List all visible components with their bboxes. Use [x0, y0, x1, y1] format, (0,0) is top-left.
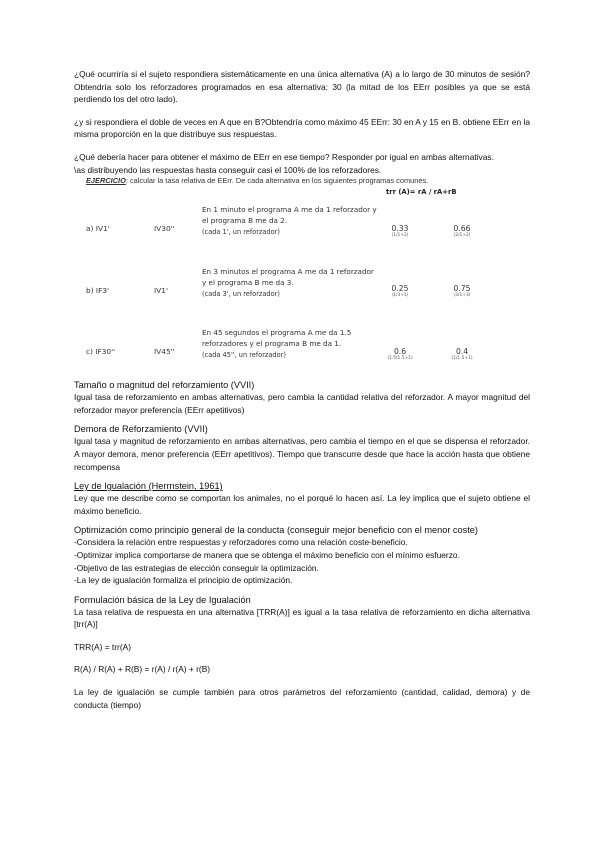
exercise-title [86, 176, 530, 186]
paragraph-single-alternative: ¿Qué ocurriría si el sujeto respondiera sistemáticamente en una única alternativa (A) a lo largo de 30 minutos de sesión? Obtendría solo los reforzadores programados en esa alternativa: 30 (la mitad de los EErr posibles ya que se está perdiendo los del otro lado). [74, 69, 530, 105]
list-item: -Considera la relación entre respuestas y reforzadores como una relación coste-beneficio. [74, 537, 408, 548]
trr-b-number: 0.66 [453, 224, 471, 234]
section-delay-title: Demora de Reforzamiento (VVII) [74, 424, 208, 435]
list-item: -Optimizar implica comportarse de manera que se obtenga el máximo beneficio con el mínimo esfuerzo. [74, 549, 460, 560]
trr-a-calculation: (1/3+1) [391, 293, 409, 299]
trr-a-number: 0.33 [391, 224, 409, 234]
section-formulation-title: Formulación básica de la Ley de Igualación [74, 594, 251, 605]
trr-b-value [444, 284, 480, 299]
trr-a-value [382, 284, 418, 299]
program-b: IV1' [154, 286, 168, 296]
trr-a-calculation: (1.5/1.5+1) [387, 356, 413, 362]
section-formulation-body: La tasa relativa de respuesta en una alternativa [TRR(A)] es igual a la tasa relativa de reforzamiento en dicha alternativa [trr(A)] [74, 606, 530, 630]
trr-a-value [382, 347, 418, 362]
trr-b-number: 0.75 [453, 284, 471, 294]
program-a: c) IF30'' [86, 347, 116, 357]
trr-a-value [382, 224, 418, 239]
trr-b-calculation: (1/1.5+1) [451, 356, 473, 362]
description-note: (cada 1', un reforzador) [202, 228, 280, 237]
exercise-instructions: : calcular la tasa relativa de EErr. De cada alternativa en los siguientes programas comunes. [125, 176, 429, 186]
description-text: En 1 minuto el programa A me da 1 reforzador y el programa B me da 2. [202, 205, 377, 226]
section-formulation-closing: La ley de igualación se cumple también para otros parámetros del reforzamiento (cantidad, calidad, demora) y de conducta (tiempo) [74, 687, 530, 710]
trr-a-calculation: (1/1+2) [391, 233, 409, 239]
formula-trr: TRR(A) = trr(A) [74, 641, 131, 652]
section-matching-law-title: Ley de Igualación (Herrnstein, 1961) [74, 481, 223, 492]
paragraph-double-responses: ¿y si respondiera el doble de veces en A que en B?Obtendría como máximo 45 EErr: 30 en A y 15 en B. obtiene EErr en la misma proporción en la que distribuye sus respuestas. [74, 116, 530, 140]
section-optimization-title: Optimización como principio general de la conducta (conseguir mejor beneficio con el menor coste) [74, 525, 478, 536]
table-row [74, 327, 530, 387]
program-a: a) IV1' [86, 224, 110, 234]
row-description [202, 266, 377, 300]
exercise-table [74, 186, 530, 379]
paragraph-maximum-answer: \as distribuyendo las respuestas hasta conseguir casi el 100% de los reforzadores. [74, 164, 382, 175]
section-delay-body: Igual tasa y magnitud de reforzamiento en ambas alternativas, pero cambia el tiempo en el que se dispensa el reforzador. A mayor demora, menor preferencia (EErr apetitivos). Tiempo que transcurre desde que hace la acción hasta que obtiene recompensa [74, 436, 530, 472]
section-matching-law-body: Ley que me describe como se comportan los animales, no el porqué lo hacen así. La ley implica que el sujeto obtiene el máximo beneficio. [74, 493, 530, 516]
program-a: b) IF3' [86, 286, 110, 296]
description-note: (cada 45'', un reforzador) [202, 351, 286, 360]
paragraph-maximum-question: ¿Qué debería hacer para obtener el máximo de EErr en ese tiempo? Responder por igual en ambas alternativas. [74, 151, 494, 162]
trr-a-number: 0.6 [393, 347, 407, 357]
table-header-formula: trr (A)= rA / rA+rB [386, 188, 457, 197]
formula-matching: R(A) / R(A) + R(B) = r(A) / r(A) + r(B) [74, 664, 211, 675]
section-magnitude-title: Tamaño o magnitud del reforzamiento (VVII) [74, 380, 255, 391]
exercise-label: EJERCICIO [86, 176, 126, 186]
document-page [74, 68, 530, 711]
table-row [74, 266, 530, 326]
description-text: En 3 minutos el programa A me da 1 reforzador y el programa B me da 3. [202, 267, 374, 288]
list-item: -Objetivo de las estrategias de elección conseguir la optimización. [74, 562, 319, 573]
trr-b-calculation: (3/1+3) [453, 293, 471, 299]
program-b: IV45'' [154, 347, 175, 357]
description-note: (cada 3', un reforzador) [202, 290, 280, 299]
row-description [202, 204, 377, 238]
trr-b-number: 0.4 [455, 347, 469, 357]
table-row [74, 204, 530, 264]
description-text: En 45 segundos el programa A me da 1.5 reforzadores y el programa B me da 1. [202, 328, 352, 349]
program-b: IV30'' [154, 224, 175, 234]
section-magnitude-body: Igual tasa de reforzamiento en ambas alternativas, pero cambia la cantidad relativa del reforzador. A mayor magnitud del reforzador mayor preferencia (EErr apetitivos) [74, 392, 530, 415]
list-item: -La ley de igualación formaliza el principio de optimización. [74, 575, 293, 586]
row-description [202, 327, 377, 361]
trr-b-value [444, 224, 480, 239]
trr-b-value [444, 347, 480, 362]
trr-a-number: 0.25 [391, 284, 409, 294]
trr-b-calculation: (2/1+2) [453, 233, 471, 239]
